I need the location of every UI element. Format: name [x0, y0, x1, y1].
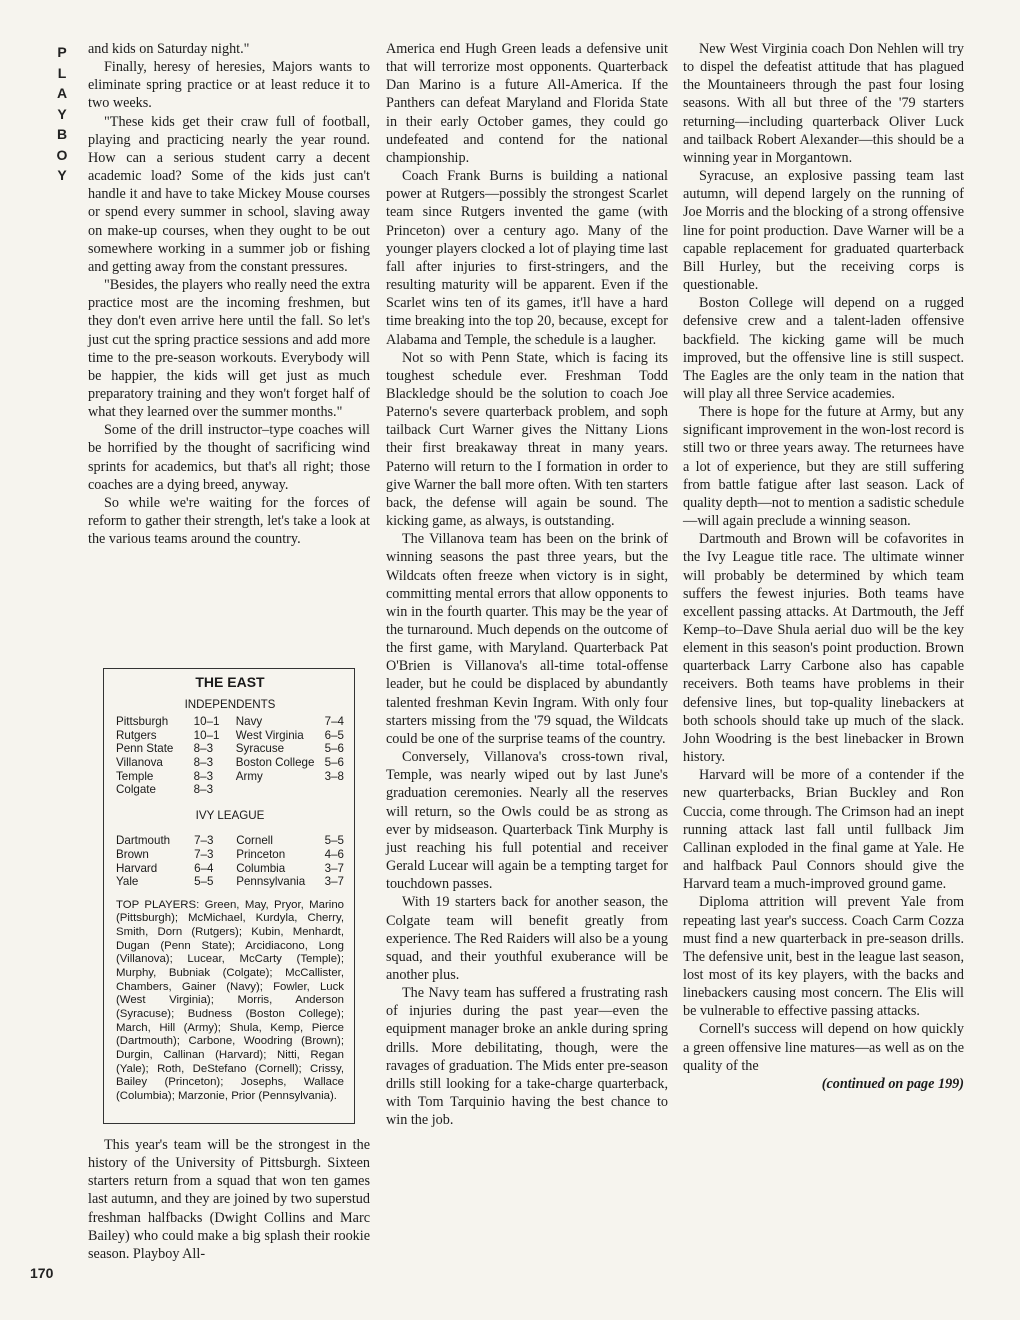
team-record: 10–1	[193, 728, 220, 742]
team-record: 5–6	[324, 755, 344, 769]
paragraph: With 19 starters back for another season, the Colgate team will benefit greatly from experience. The Red Raiders will also be a young squad, and their youthful exuberance will be another plus.	[386, 894, 668, 983]
team-name: Brown	[116, 847, 149, 861]
team-name: Villanova	[116, 755, 163, 769]
title-letter: P	[57, 44, 67, 60]
team-record: 6–5	[324, 728, 344, 742]
title-letter: O	[56, 146, 68, 163]
paragraph: Finally, heresy of heresies, Majors wants to eliminate spring practice or at least reduce it to two weeks.	[88, 59, 370, 112]
article-column-1-continued	[88, 1136, 370, 1263]
paragraph: Syracuse, an explosive passing team last autumn, will depend largely on the running of Joe Morris and the blocking of a strong offensive line for point production. Dave Warner will be a capable replacement for graduated quarterback Bill Hurley, but the receiving corps is questionable.	[683, 168, 964, 294]
title-letter: Y	[57, 167, 67, 183]
paragraph: Conversely, Villanova's cross-town rival, Temple, was nearly wiped out by last June's graduation ceremonies. Nearly all the reserves will return, so the Owls could be as strong as ever by midseason. Quarterback Tink Murphy is just reaching his full potential and receiver Gerald Lucear will again be a tempting target for touchdown passes.	[386, 749, 668, 893]
paragraph: So while we're waiting for the forces of reform to gather their strength, let's take a look at the various teams around the country.	[88, 494, 370, 548]
team-name: Pennsylvania	[236, 875, 306, 889]
article-column-2	[386, 40, 668, 1129]
table-row	[116, 715, 344, 729]
paragraph: Coach Frank Burns is building a national power at Rutgers—possibly the strongest Scarlet team since Rutgers invented the game (with Princeton) over a century ago. Many of the younger players clocked a lot of playing time last fall after injuries to first-stringers, and the resulting maturity will be apparent. Even if the Scarlet wins ten of its games, it'll have a hard time breaking into the top 20, because, except for Alabama and Temple, the schedule is a laugher.	[386, 168, 668, 348]
team-name: Syracuse	[235, 742, 285, 756]
team-record: 7–3	[194, 834, 214, 848]
table-row	[116, 770, 344, 784]
team-name: Boston College	[235, 755, 315, 769]
paragraph: America end Hugh Green leads a defensive unit that will terrorize most opponents. Quarterback Dan Marino is a future All-America. If the Panthers can defeat Maryland and Florida State in their early October games, they could go undefeated and contend for the national championship.	[386, 41, 668, 166]
paragraph: Not so with Penn State, which is facing its toughest schedule ever. Freshman Todd Blackledge should be the solution to coach Joe Paterno's severe quarterback problem, and soph tailback Curt Warner gives the Nittany Lions their first breakaway threat in many years. Paterno will return to the I formation in order to give Warner the ball more often. With ten starters back, the defense will again be sound. The kicking game, as always, is outstanding.	[386, 349, 668, 530]
title-letter: Y	[57, 105, 67, 122]
team-record: 8–3	[193, 769, 214, 783]
ivy-league-table	[116, 834, 344, 888]
team-name	[236, 783, 325, 797]
table-row	[116, 848, 344, 862]
team-name: Temple	[116, 769, 154, 783]
title-letter: L	[57, 64, 67, 81]
team-name: Rutgers	[116, 728, 157, 742]
team-record: 7–4	[324, 715, 344, 729]
paragraph: Dartmouth and Brown will be cofavorites in the Ivy League title race. The ultimate winner will probably be determined by which team suffers the fewest injuries. Both teams have excellent passing attacks. At Dartmouth, the Jeff Kemp–to–Dave Shula aerial duo will be the key element in this season's point production. Brown quarterback Larry Carbone also has capable receivers. Both teams have problems in their defensive lines, but top-quality linebackers at both schools should take up much of the slack. John Woodring is the best linebacker in Brown history.	[683, 531, 964, 766]
top-players-text: TOP PLAYERS: Green, May, Pryor, Marino (Pittsburgh); McMichael, Kurdyla, Cherry, Smith, Dorn (Rutgers); Kubin, Menhardt, Dugan (Penn State); Arcidiacono, Long (Villanova); Lucear, McCarty (Temple); Murphy, Bubniak (Colgate); McCallister, Chambers, Gainer (Navy); Fowler, Luck (West Virginia); Morris, Anderson (Syracuse); Budness (Boston College); March, Hill (Army); Shula, Kemp, Pierce (Dartmouth); Carbone, Woodring (Brown); Durgin, Callinan (Harvard); Nitti, Regan (Yale); Roth, DeStefano (Cornell); Crissy, Bailey (Princeton); Josephs, Wallace (Columbia); Marzonie, Prior (Pennsylvania).	[116, 898, 344, 1102]
paragraph: New West Virginia coach Don Nehlen will try to dispel the defeatist attitude that has plagued the Mountaineers through the past four losing seasons. With all but three of the '79 starters returning—including quarterback Oliver Luck and tailback Robert Alexander—this should be a winning year in Morgantown.	[683, 41, 964, 166]
ivy-league-heading: IVY LEAGUE	[195, 808, 265, 822]
article-column-3	[683, 40, 964, 1093]
team-record: 5–6	[324, 742, 344, 756]
table-row	[116, 834, 344, 848]
team-record: 5–5	[324, 834, 344, 848]
title-letter: A	[56, 85, 68, 101]
team-name: Navy	[235, 715, 263, 729]
team-name: Cornell	[236, 834, 273, 848]
standings-title: THE EAST	[195, 674, 265, 690]
team-name: Penn State	[116, 742, 174, 756]
title-letter: B	[56, 126, 68, 142]
independents-heading: INDEPENDENTS	[184, 697, 276, 711]
table-row	[116, 783, 344, 797]
paragraph: Boston College will depend on a rugged defensive crew and a talent-laden offensive backfield. The kicking game will be much improved, but the offensive line is still suspect. The Eagles are the only team in the nation that will play all three Service academies.	[683, 295, 964, 402]
team-name: Harvard	[116, 861, 158, 875]
continued-note: (continued on page 199)	[821, 1075, 964, 1092]
team-record: 10–1	[193, 715, 220, 729]
team-record: 8–3	[193, 783, 214, 797]
paragraph: Cornell's success will depend on how quickly a green offensive line matures—as well as on the quality of the	[683, 1021, 964, 1074]
team-record: 4–6	[324, 847, 344, 861]
team-record	[325, 783, 344, 797]
team-name: Dartmouth	[116, 834, 171, 848]
team-record: 5–5	[194, 875, 214, 889]
paragraph: Diploma attrition will prevent Yale from repeating last year's success. Coach Carm Cozza must find a new quarterback in pre-season drills. The defensive unit, best in the league last season, lost most of its key players, with the backs and linebackers causing most concern. The Elis will be vulnerable to effective passing attacks.	[683, 894, 964, 1020]
paragraph: The Navy team has suffered a frustrating rash of injuries during the past year—even the equipment manager broke an ankle during spring drills. More debilitating, though, were the ravages of graduation. The Mids enter pre-season drills still looking for a take-charge quarterback, with Tom Tarquinio having the best chance to win the job.	[386, 985, 668, 1129]
team-name: Columbia	[236, 861, 286, 875]
paragraph: This year's team will be the strongest in the history of the University of Pittsburgh. Sixteen starters return from a squad that won ten games last autumn, and they are joined by two superstud freshman halfbacks (Dwight Collins and Marc Bailey) who could make a big splash their rookie season. Playboy All-	[88, 1137, 370, 1262]
table-row	[116, 862, 344, 876]
independents-table	[116, 715, 344, 797]
team-name: Army	[235, 769, 263, 783]
team-name: Yale	[116, 875, 139, 889]
team-name: Pittsburgh	[116, 715, 169, 729]
paragraph: There is hope for the future at Army, but any significant improvement in the won-lost record is still two or three years away. The returnees have a lot of experience, but they are still suffering from battle fatigue after last season. Lack of quality depth—not to mention a sadistic schedule—will again preclude a winning season.	[683, 404, 964, 530]
team-record: 3–7	[324, 875, 344, 889]
paragraph: "Besides, the players who really need the extra practice most are the incoming freshmen, but they don't even arrive here until the fall. So let's just cut the spring practice sessions and add more time to the pre-season workouts. Everybody will be happier, the kids will get just as much preparatory training and they won't forget half of what they learned over the summer months."	[88, 277, 370, 421]
paragraph: and kids on Saturday night."	[88, 41, 250, 57]
paragraph: Some of the drill instructor–type coaches will be horrified by the thought of sacrificing wind sprints for academics, but that's all right; those coaches are a dying breed, anyway.	[88, 422, 370, 493]
paragraph: The Villanova team has been on the brink of winning seasons the past three years, but the Wildcats often freeze when victory is in sight, committing mental errors that allow opponents to win in the fourth quarter. This may be the year of the turnaround. Much depends on the outcome of the first game, with Maryland. Quarterback Pat O'Brien is Villanova's all-time total-offense leader, but he could be displaced by abundantly talented freshman Kevin Ingram. With only four starters missing from the '79 squad, the Wildcats could be one of the surprise teams of the country.	[386, 531, 668, 747]
team-record: 8–3	[193, 742, 214, 756]
page-number: 170	[30, 1265, 54, 1281]
team-record: 3–8	[324, 769, 344, 783]
table-row	[116, 742, 344, 756]
article-column-1	[88, 40, 370, 548]
table-row	[116, 756, 344, 770]
team-record: 7–3	[194, 847, 214, 861]
team-record: 6–4	[194, 861, 214, 875]
section-title-vertical	[52, 42, 72, 186]
paragraph: "These kids get their craw full of football, playing and practicing nearly the year round. How can a serious student carry a decent academic load? Some of the kids just can't handle it and have to take Mickey Mouse courses or spend every summer in school, slaving away on make-up courses, when they ought to be out somewhere working in a summer job or fishing and getting away from the constant pressures.	[88, 113, 370, 275]
paragraph: Harvard will be more of a contender if the new quarterbacks, Brian Buckley and Ron Cuccia, come through. The Crimson had an inept running attack last fall until fullback Jim Callinan exploded in the final game at Yale. He and halfback Paul Connors should give the Harvard team a much-improved ground game.	[683, 767, 964, 893]
table-row	[116, 875, 344, 889]
standings-box	[103, 668, 355, 1124]
team-name: Princeton	[236, 847, 286, 861]
team-record: 3–7	[324, 861, 344, 875]
team-name: Colgate	[116, 783, 156, 797]
team-record: 8–3	[193, 755, 214, 769]
team-name: West Virginia	[235, 728, 304, 742]
table-row	[116, 729, 344, 743]
